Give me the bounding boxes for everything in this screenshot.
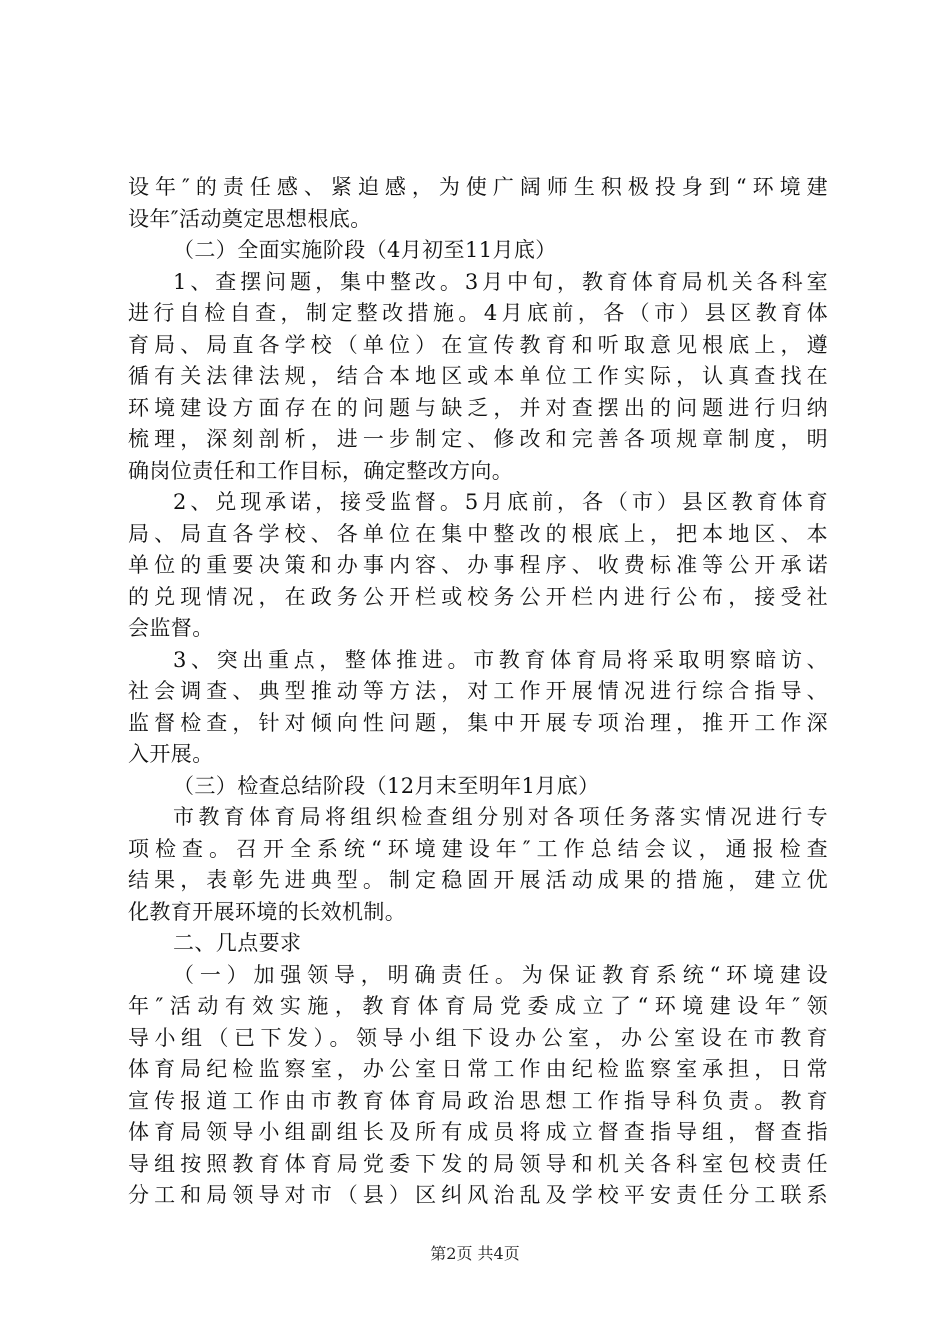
text-line: 3、突出重点，整体推进。市教育体育局将采取明察暗访、 bbox=[173, 647, 828, 672]
text-line: 监督检查，针对倾向性问题，集中开展专项治理，推开工作深 bbox=[128, 710, 828, 735]
text-line: （三）检查总结阶段（12月末至明年1月底） bbox=[173, 773, 600, 798]
text-line: 体育局领导小组副组长及所有成员将成立督查指导组，督查指 bbox=[128, 1120, 828, 1144]
text-line: 项检查。召开全系统“环境建设年″工作总结会议，通报检查 bbox=[128, 836, 828, 861]
text-line: 单位的重要决策和办事内容、办事程序、收费标准等公开承诺 bbox=[128, 553, 828, 577]
text-line: 宣传报道工作由市教育体育局政治思想工作指导科负责。教育 bbox=[128, 1088, 828, 1113]
text-line: 循有关法律法规，结合本地区或本单位工作实际，认真查找在 bbox=[128, 364, 828, 388]
text-line: 局、局直各学校、各单位在集中整改的根底上，把本地区、本 bbox=[128, 521, 828, 546]
text-line: 育局、局直各学校（单位）在宣传教育和听取意见根底上，遵 bbox=[128, 332, 828, 357]
text-line: 的兑现情况，在政务公开栏或校务公开栏内进行公布，接受社 bbox=[128, 584, 828, 609]
text-line: 导组按照教育体育局党委下发的局领导和机关各科室包校责任 bbox=[128, 1151, 828, 1176]
page-number-footer: 第2页 共4页 bbox=[430, 1244, 520, 1263]
text-line: 年″活动有效实施，教育体育局党委成立了“环境建设年″领 bbox=[128, 994, 828, 1018]
text-line: （一）加强领导，明确责任。为保证教育系统“环境建设 bbox=[173, 962, 828, 987]
text-line: 1、查摆问题，集中整改。3月中旬，教育体育局机关各科室 bbox=[173, 269, 828, 294]
text-line: 分工和局领导对市（县）区纠风治乱及学校平安责任分工联系 bbox=[128, 1183, 828, 1207]
text-line: 二、几点要求 bbox=[173, 931, 302, 955]
text-line: 市教育体育局将组织检查组分别对各项任务落实情况进行专 bbox=[173, 805, 828, 829]
text-line: 设年″活动奠定思想根底。 bbox=[128, 206, 372, 231]
text-line: （二）全面实施阶段（4月初至11月底） bbox=[173, 238, 557, 262]
text-line: 梳理，深刻剖析，进一步制定、修改和完善各项规章制度，明 bbox=[128, 427, 828, 451]
text-line: 社会调查、典型推动等方法，对工作开展情况进行综合指导、 bbox=[128, 679, 828, 703]
text-line: 确岗位责任和工作目标，确定整改方向。 bbox=[128, 458, 514, 483]
text-line: 入开展。 bbox=[128, 742, 214, 766]
text-line: 2、兑现承诺，接受监督。5月底前，各（市）县区教育体育 bbox=[173, 490, 828, 514]
document-body bbox=[128, 172, 828, 1212]
text-line: 结果，表彰先进典型。制定稳固开展活动成果的措施，建立优 bbox=[128, 868, 828, 892]
text-line: 化教育开展环境的长效机制。 bbox=[128, 899, 407, 924]
text-line: 导小组（已下发）。领导小组下设办公室，办公室设在市教育 bbox=[128, 1025, 828, 1050]
text-line: 环境建设方面存在的问题与缺乏，并对查摆出的问题进行归纳 bbox=[128, 395, 828, 420]
text-line: 会监督。 bbox=[128, 616, 214, 640]
text-line: 进行自检自查，制定整改措施。4月底前，各（市）县区教育体 bbox=[128, 301, 828, 325]
text-line: 体育局纪检监察室，办公室日常工作由纪检监察室承担，日常 bbox=[128, 1057, 828, 1081]
text-line: 设年″的责任感、紧迫感，为使广阔师生积极投身到“环境建 bbox=[128, 175, 828, 199]
